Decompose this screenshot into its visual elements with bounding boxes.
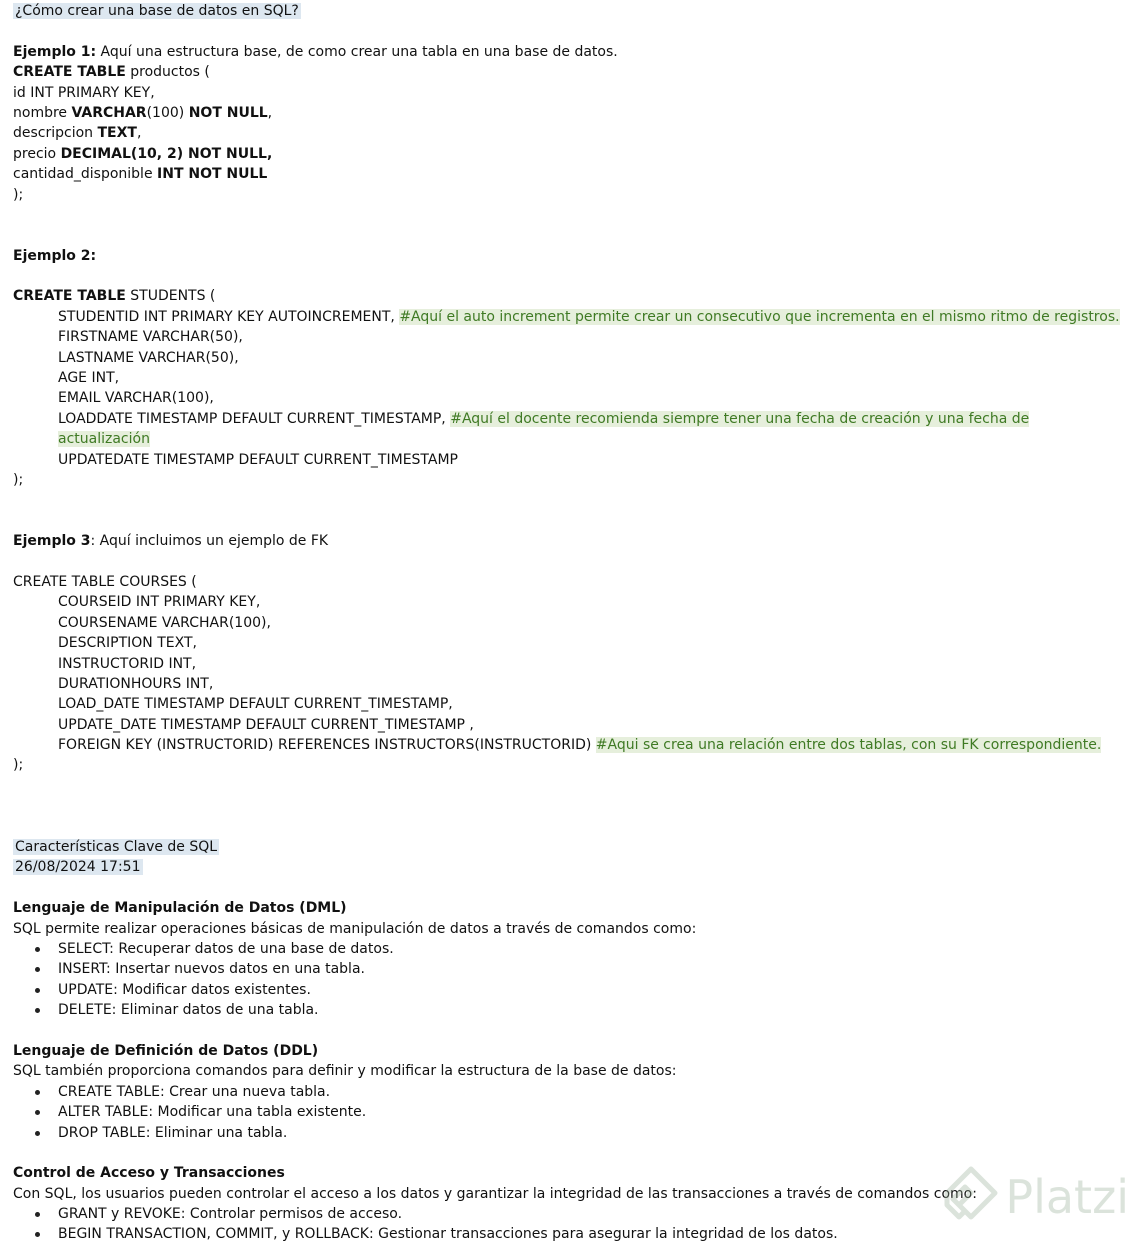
example-2	[13, 246, 1133, 491]
code-text: precio	[13, 145, 61, 162]
platzi-watermark	[943, 1165, 1129, 1229]
list-item: UPDATE: Modificar datos existentes.	[58, 980, 1133, 1000]
code-comment: #Aquí el auto increment permite crear un consecutivo que incrementa en el mismo ritmo de registros.	[399, 308, 1120, 325]
code-line: UPDATE_DATE TIMESTAMP DEFAULT CURRENT_TIMESTAMP ,	[58, 716, 474, 733]
code-text: LOADDATE TIMESTAMP DEFAULT CURRENT_TIMESTAMP,	[58, 410, 451, 427]
code-line: );	[13, 472, 24, 489]
code-line: LASTNAME VARCHAR(50),	[58, 349, 239, 366]
code-comment: #Aquí el docente recomienda siempre tener una fecha de creación y una fecha de actualización	[58, 410, 1030, 448]
code-line: id INT PRIMARY KEY,	[13, 84, 155, 101]
code-line	[13, 123, 1133, 143]
code-line	[13, 62, 1133, 82]
dml-heading: Lenguaje de Manipulación de Datos (DML)	[13, 900, 347, 917]
sql-keyword: DECIMAL(10, 2) NOT NULL,	[60, 145, 273, 162]
ddl-intro: SQL también proporciona comandos para definir y modificar la estructura de la base de datos:	[13, 1063, 677, 1080]
list-item: GRANT y REVOKE: Controlar permisos de acceso.	[58, 1204, 1133, 1224]
access-intro: Con SQL, los usuarios pueden controlar el acceso a los datos y garantizar la integridad de las transacciones a través de comandos como:	[13, 1185, 977, 1202]
code-text: STUDENTS (	[125, 288, 216, 305]
code-text: ,	[136, 125, 142, 142]
access-heading: Control de Acceso y Transacciones	[13, 1165, 285, 1182]
code-text: cantidad_disponible	[13, 166, 158, 183]
code-comment: #Aqui se crea una relación entre dos tablas, con su FK correspondiente.	[595, 737, 1102, 754]
dml-list	[13, 939, 1133, 1021]
platzi-logo-icon	[943, 1165, 999, 1229]
code-line: COURSEID INT PRIMARY KEY,	[58, 594, 261, 611]
code-line	[13, 286, 1133, 306]
example-3-desc: : Aquí incluimos un ejemplo de FK	[90, 533, 329, 550]
list-item: BEGIN TRANSACTION, COMMIT, y ROLLBACK: Gestionar transacciones para asegurar la integridad de los datos.	[58, 1224, 1133, 1244]
list-item: SELECT: Recuperar datos de una base de datos.	[58, 939, 1133, 959]
code-line	[13, 103, 1133, 123]
list-item: ALTER TABLE: Modificar una tabla existente.	[58, 1102, 1133, 1122]
example-3-header	[13, 531, 1133, 551]
sql-keyword: TEXT	[97, 125, 137, 142]
example-3	[13, 531, 1133, 776]
list-item: INSERT: Insertar nuevos datos en una tabla.	[58, 959, 1133, 979]
code-line: DURATIONHOURS INT,	[58, 675, 214, 692]
page-title: ¿Cómo crear una base de datos en SQL?	[15, 3, 299, 19]
example-2-label: Ejemplo 2:	[13, 247, 97, 264]
code-line: COURSENAME VARCHAR(100),	[58, 614, 271, 631]
list-item: DELETE: Eliminar datos de una tabla.	[58, 1000, 1133, 1020]
dml-section	[13, 898, 1133, 1020]
ddl-section	[13, 1041, 1133, 1143]
example-3-label: Ejemplo 3	[13, 533, 91, 550]
dml-intro: SQL permite realizar operaciones básicas de manipulación de datos a través de comandos como:	[13, 920, 697, 937]
page-title-line	[13, 1, 1133, 21]
example-1-header	[13, 42, 1133, 62]
document-page	[13, 0, 1133, 1245]
sql-keyword: CREATE TABLE	[13, 64, 126, 81]
code-line: );	[13, 757, 24, 774]
sql-keyword: VARCHAR	[71, 104, 147, 121]
code-text: FOREIGN KEY (INSTRUCTORID) REFERENCES INSTRUCTORS(INSTRUCTORID)	[58, 737, 596, 754]
example-1-desc: Aquí una estructura base, de como crear una tabla en una base de datos.	[96, 43, 618, 60]
code-line: UPDATEDATE TIMESTAMP DEFAULT CURRENT_TIMESTAMP	[58, 451, 458, 468]
list-item: CREATE TABLE: Crear una nueva tabla.	[58, 1082, 1133, 1102]
code-line	[13, 735, 1133, 755]
code-text: productos (	[125, 64, 210, 81]
platzi-brand-text: Platzi	[1005, 1170, 1129, 1224]
code-line: DESCRIPTION TEXT,	[58, 635, 197, 652]
example-2-header	[13, 246, 1133, 266]
code-line	[13, 144, 1133, 164]
sql-keyword: NOT NULL	[188, 104, 268, 121]
sql-keyword: CREATE TABLE	[13, 288, 126, 305]
ddl-heading: Lenguaje de Definición de Datos (DDL)	[13, 1042, 319, 1059]
code-line	[13, 307, 1133, 327]
section-title-line	[13, 837, 1133, 857]
code-line: FIRSTNAME VARCHAR(50),	[58, 329, 243, 346]
code-text: (100)	[146, 104, 189, 121]
code-text: descripcion	[13, 125, 98, 142]
code-line: );	[13, 186, 24, 203]
sql-keyword: INT NOT NULL	[157, 166, 268, 183]
section-header	[13, 837, 1133, 878]
section-timestamp: 26/08/2024 17:51	[15, 859, 141, 876]
code-line: INSTRUCTORID INT,	[58, 655, 197, 672]
ddl-list	[13, 1082, 1133, 1143]
code-text: STUDENTID INT PRIMARY KEY AUTOINCREMENT,	[58, 308, 400, 325]
code-line: EMAIL VARCHAR(100),	[58, 390, 214, 407]
section-title: Características Clave de SQL	[15, 839, 218, 856]
code-line	[13, 164, 1133, 184]
example-1-label: Ejemplo 1:	[13, 43, 97, 60]
code-line: LOAD_DATE TIMESTAMP DEFAULT CURRENT_TIMESTAMP,	[58, 696, 453, 713]
code-text: nombre	[13, 104, 72, 121]
code-text: ,	[267, 104, 273, 121]
code-line: AGE INT,	[58, 370, 120, 387]
code-line: CREATE TABLE COURSES (	[13, 573, 197, 590]
code-line	[13, 409, 1043, 450]
section-timestamp-line	[13, 857, 1133, 877]
list-item: DROP TABLE: Eliminar una tabla.	[58, 1123, 1133, 1143]
example-1	[13, 42, 1133, 205]
